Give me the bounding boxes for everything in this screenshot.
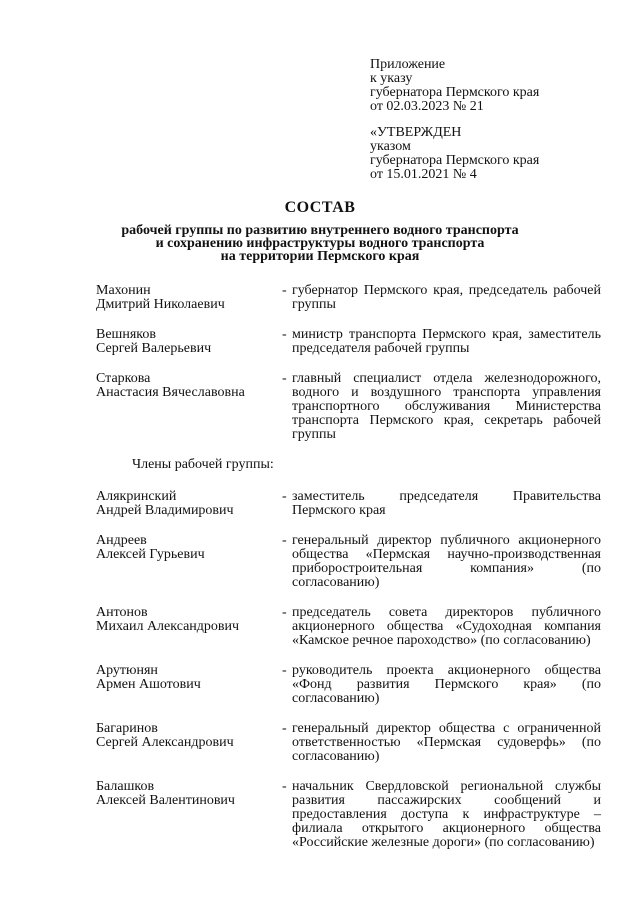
member-role: руководитель проекта акционерного общества «Фонд развития Пермского края» (по согласованию)	[292, 663, 601, 706]
member-role: начальник Свердловской региональной службы развития пассажирских сообщений и предоставления доступа к инфраструктуре – филиала открытого акционерного общества «Российские железные дороги» (по согласованию)	[292, 779, 601, 850]
member-name	[96, 490, 282, 518]
appendix-line: от 02.03.2023 № 21	[370, 99, 484, 114]
dash: -	[282, 283, 287, 298]
member-given-name: Алексей Гурьевич	[96, 547, 205, 562]
member-given-name: Дмитрий Николаевич	[96, 297, 225, 312]
member-row	[96, 328, 601, 356]
member-surname: Алякринский	[96, 489, 177, 504]
approved-line: от 15.01.2021 № 4	[370, 167, 477, 182]
member-row	[96, 664, 601, 706]
member-role: генеральный директор общества с ограниченной ответственностью «Пермская судоверфь» (по согласованию)	[292, 721, 601, 764]
member-name	[96, 780, 282, 850]
member-row	[96, 606, 601, 648]
document-subtitle-line: и сохранению инфраструктуры водного транспорта	[155, 236, 485, 251]
document-title: СОСТАВ	[284, 199, 356, 216]
member-role: заместитель председателя Правительства Пермского края	[292, 489, 601, 518]
document-subtitle-line: рабочей группы по развитию внутреннего водного транспорта	[121, 223, 519, 238]
member-surname: Вешняков	[96, 327, 156, 342]
member-given-name: Сергей Валерьевич	[96, 341, 212, 356]
dash: -	[282, 721, 287, 736]
appendix-stamp	[370, 58, 620, 114]
member-role: председатель совета директоров публичного акционерного общества «Судоходная компания «Камское речное пароходство» (по согласованию)	[292, 605, 601, 648]
composition-list	[96, 284, 601, 866]
dash: -	[282, 371, 287, 386]
member-given-name: Сергей Александрович	[96, 735, 234, 750]
members-heading: Члены рабочей группы:	[132, 457, 274, 472]
appendix-line: губернатора Пермского края	[370, 85, 540, 100]
dash: -	[282, 605, 287, 620]
member-name	[96, 606, 282, 648]
member-surname: Старкова	[96, 371, 151, 386]
member-name	[96, 534, 282, 590]
dash: -	[282, 489, 287, 504]
title-block	[0, 200, 640, 263]
dash: -	[282, 533, 287, 548]
member-row	[96, 722, 601, 764]
approved-line: «УТВЕРЖДЕН	[370, 125, 462, 140]
dash: -	[282, 663, 287, 678]
member-name	[96, 722, 282, 764]
member-row	[96, 490, 601, 518]
member-given-name: Андрей Владимирович	[96, 503, 234, 518]
approved-stamp	[370, 126, 620, 182]
member-name	[96, 372, 282, 442]
dash: -	[282, 779, 287, 794]
member-role: главный специалист отдела железнодорожного, водного и воздушного транспорта управления транспортного обслуживания Министерства транспорта Пермского края, секретарь рабочей группы	[292, 371, 601, 442]
approved-line: губернатора Пермского края	[370, 153, 540, 168]
member-row	[96, 780, 601, 850]
member-surname: Андреев	[96, 533, 147, 548]
member-surname: Антонов	[96, 605, 148, 620]
member-name	[96, 284, 282, 312]
member-row	[96, 284, 601, 312]
appendix-line: Приложение	[370, 57, 446, 72]
document-subtitle-line: на территории Пермского края	[220, 249, 420, 264]
member-given-name: Михаил Александрович	[96, 619, 240, 634]
member-given-name: Анастасия Вячеславовна	[96, 385, 245, 400]
dash: -	[282, 327, 287, 342]
member-given-name: Армен Ашотович	[96, 677, 201, 692]
member-surname: Балашков	[96, 779, 155, 794]
member-name	[96, 328, 282, 356]
member-role: губернатор Пермского края, председатель рабочей группы	[292, 283, 601, 312]
member-row	[96, 372, 601, 442]
member-surname: Багаринов	[96, 721, 158, 736]
member-surname: Арутюнян	[96, 663, 158, 678]
member-name	[96, 664, 282, 706]
member-surname: Махонин	[96, 283, 151, 298]
approved-line: указом	[370, 139, 411, 154]
member-role: генеральный директор публичного акционерного общества «Пермская научно-производственная приборостроительная компания» (по согласованию)	[292, 533, 601, 590]
member-given-name: Алексей Валентинович	[96, 793, 235, 808]
appendix-line: к указу	[370, 71, 413, 86]
member-role: министр транспорта Пермского края, заместитель председателя рабочей группы	[292, 327, 601, 356]
member-row	[96, 534, 601, 590]
